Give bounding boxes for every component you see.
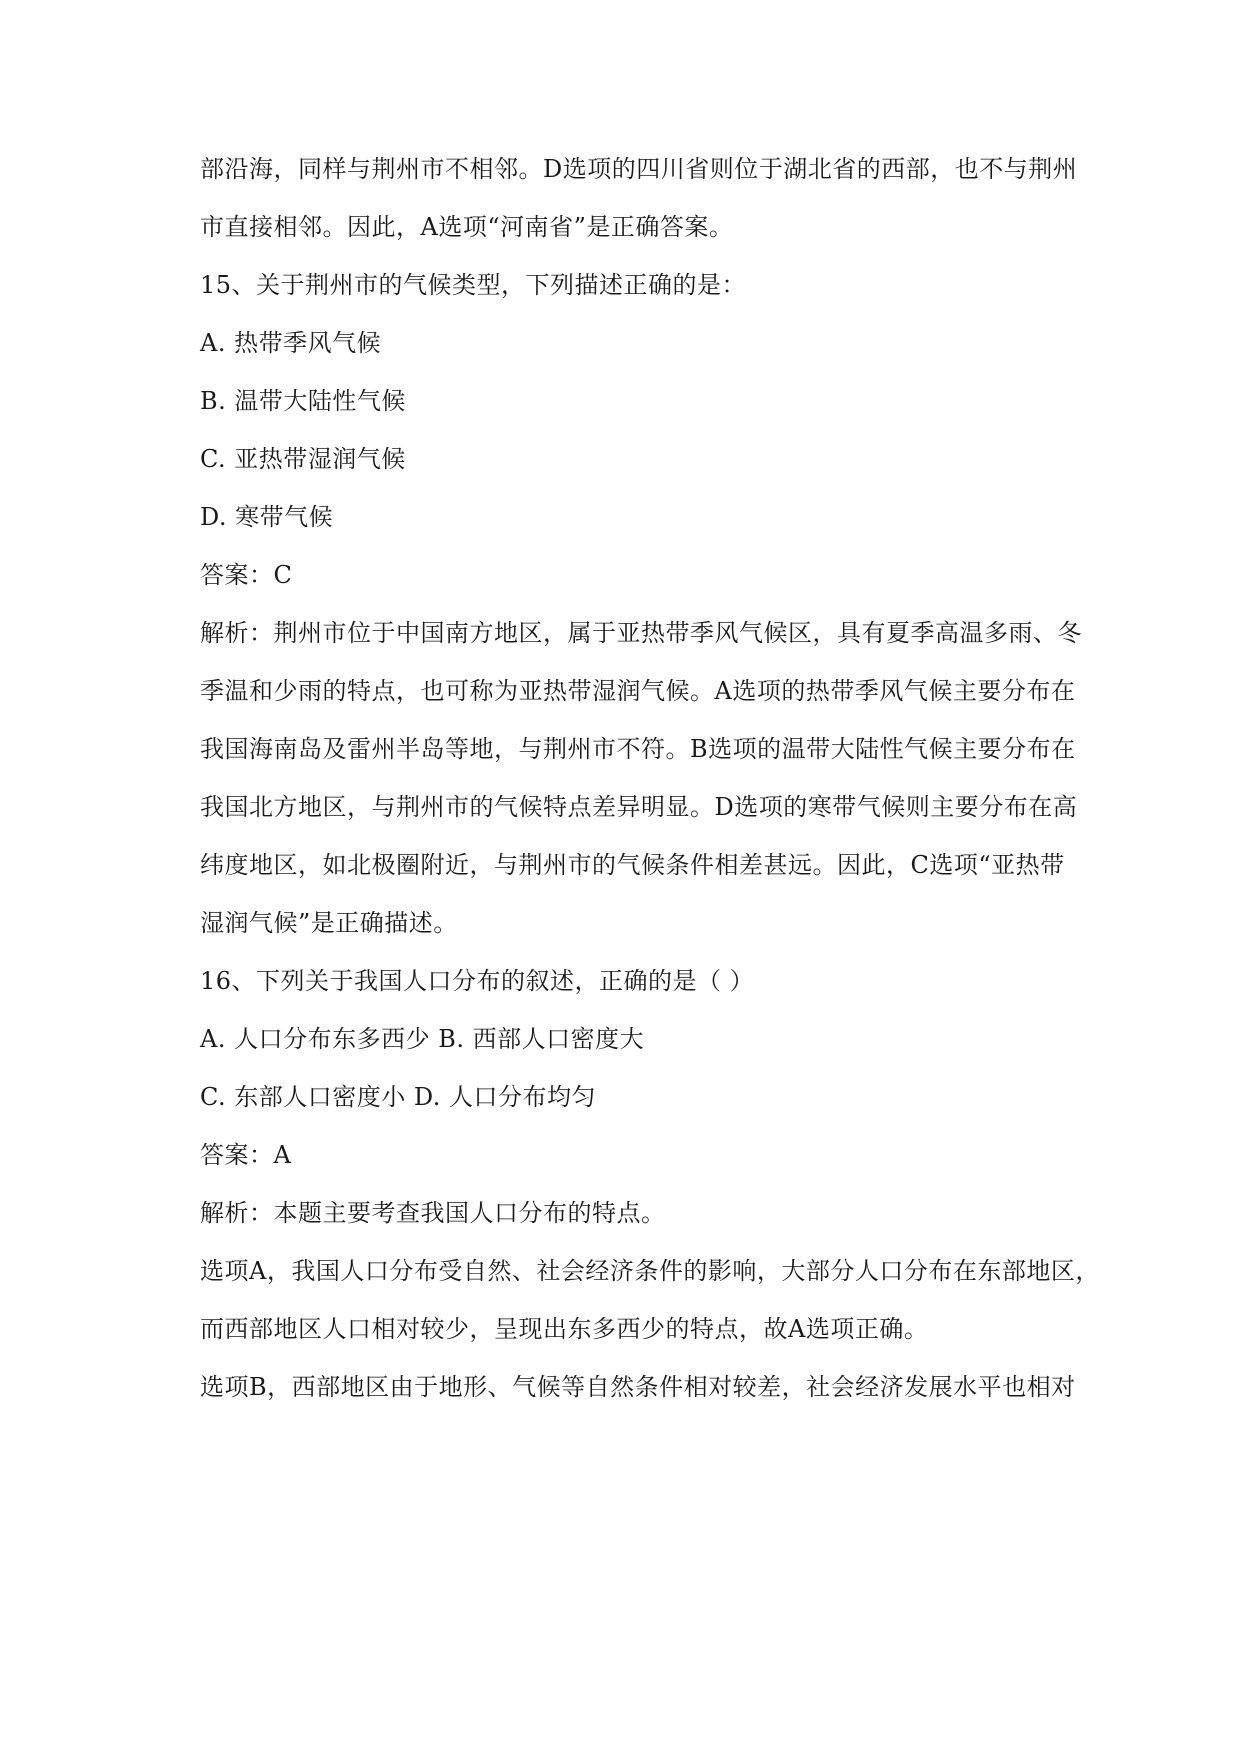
analysis-line: 解析：荆州市位于中国南方地区，属于亚热带季风气候区，具有夏季高温多雨、冬 [200, 619, 1082, 647]
analysis-line: 纬度地区，如北极圈附近，与荆州市的气候条件相差甚远。因此，C选项“亚热带 [200, 851, 1065, 879]
answer-line: 答案：A [200, 1141, 292, 1169]
analysis-line: 解析：本题主要考查我国人口分布的特点。 [200, 1199, 666, 1227]
analysis-line: 湿润气候”是正确描述。 [200, 909, 458, 937]
analysis-line: 我国北方地区，与荆州市的气候特点差异明显。D选项的寒带气候则主要分布在高 [200, 793, 1078, 821]
analysis-line: 选项B，西部地区由于地形、气候等自然条件相对较差，社会经济发展水平也相对 [200, 1373, 1076, 1401]
answer-line: 答案：C [200, 561, 293, 589]
question-15: 15、关于荆州市的气候类型，下列描述正确的是： [200, 271, 747, 299]
option-a: A. 热带季风气候 [200, 329, 382, 357]
option-b: B. 温带大陆性气候 [200, 387, 406, 415]
analysis-line: 而西部地区人口相对较少，呈现出东多西少的特点，故A选项正确。 [200, 1315, 929, 1343]
analysis-line: 季温和少雨的特点，也可称为亚热带湿润气候。A选项的热带季风气候主要分布在 [200, 677, 1076, 705]
text-line: 市直接相邻。因此，A选项“河南省”是正确答案。 [200, 213, 734, 241]
analysis-line: 我国海南岛及雷州半岛等地，与荆州市不符。B选项的温带大陆性气候主要分布在 [200, 735, 1076, 763]
analysis-line: 选项A，我国人口分布受自然、社会经济条件的影响，大部分人口分布在东部地区， [200, 1257, 1100, 1285]
option-c: C. 亚热带湿润气候 [200, 445, 406, 473]
options-cd: C. 东部人口密度小 D. 人口分布均匀 [200, 1083, 597, 1111]
text-line: 部沿海，同样与荆州市不相邻。D选项的四川省则位于湖北省的西部，也不与荆州 [200, 155, 1078, 183]
options-ab: A. 人口分布东多西少 B. 西部人口密度大 [200, 1025, 645, 1053]
option-d: D. 寒带气候 [200, 503, 334, 531]
question-16: 16、下列关于我国人口分布的叙述，正确的是（ ） [200, 967, 755, 995]
